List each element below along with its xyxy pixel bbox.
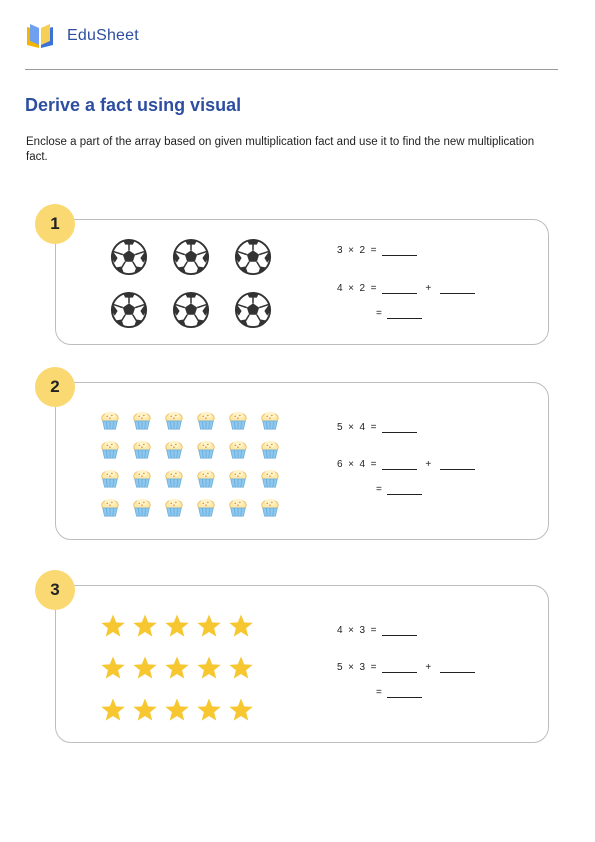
answer-blank[interactable] xyxy=(440,459,475,470)
answer-blank[interactable] xyxy=(440,283,475,294)
cupcake-icon xyxy=(99,409,121,431)
star-icon xyxy=(132,697,158,723)
cupcake-icon xyxy=(99,467,121,489)
star-icon xyxy=(100,613,126,639)
cupcake-icon xyxy=(163,496,185,518)
cupcake-icon xyxy=(131,438,153,460)
cupcake-icon xyxy=(195,409,217,431)
star-icon xyxy=(164,697,190,723)
fact-line-1: 4 × 3 = xyxy=(337,625,417,636)
cupcake-icon xyxy=(259,409,281,431)
answer-blank[interactable] xyxy=(382,662,417,673)
star-icon xyxy=(132,655,158,681)
soccer-ball-icon xyxy=(110,238,148,276)
star-icon xyxy=(196,655,222,681)
instructions: Enclose a part of the array based on given multiplication fact and use it to find the new multiplication fact. xyxy=(26,136,535,163)
soccer-ball-icon xyxy=(110,291,148,329)
cupcake-icon xyxy=(163,409,185,431)
answer-blank[interactable] xyxy=(382,245,417,256)
cupcake-icon xyxy=(259,438,281,460)
problem-number-badge: 2 xyxy=(35,367,75,407)
soccer-ball-icon xyxy=(172,238,210,276)
star-icon xyxy=(100,655,126,681)
cupcake-icon xyxy=(195,438,217,460)
cupcake-icon xyxy=(227,409,249,431)
fact-line-3: = xyxy=(376,308,422,319)
cupcake-icon xyxy=(99,496,121,518)
problem-number-badge: 1 xyxy=(35,204,75,244)
cupcake-icon xyxy=(163,438,185,460)
fact-line-2: 4 × 2 = + xyxy=(337,283,475,294)
answer-blank[interactable] xyxy=(387,484,422,495)
cupcake-icon xyxy=(99,438,121,460)
soccer-ball-icon xyxy=(234,291,272,329)
open-book-icon xyxy=(25,21,55,51)
cupcake-icon xyxy=(195,467,217,489)
item-array xyxy=(99,409,281,518)
cupcake-icon xyxy=(131,467,153,489)
cupcake-icon xyxy=(227,467,249,489)
cupcake-icon xyxy=(259,467,281,489)
fact-line-3: = xyxy=(376,687,422,698)
answer-blank[interactable] xyxy=(382,283,417,294)
soccer-ball-icon xyxy=(172,291,210,329)
answer-blank[interactable] xyxy=(387,308,422,319)
page-title: Derive a fact using visual xyxy=(25,95,242,115)
cupcake-icon xyxy=(163,467,185,489)
star-icon xyxy=(196,613,222,639)
brand-name: EduSheet xyxy=(67,27,139,44)
problem-number-badge: 3 xyxy=(35,570,75,610)
fact-line-2: 5 × 3 = + xyxy=(337,662,475,673)
header-divider xyxy=(25,69,558,70)
star-icon xyxy=(164,613,190,639)
star-icon xyxy=(132,613,158,639)
fact-line-2: 6 × 4 = + xyxy=(337,459,475,470)
star-icon xyxy=(164,655,190,681)
star-icon xyxy=(196,697,222,723)
cupcake-icon xyxy=(227,496,249,518)
star-icon xyxy=(228,697,254,723)
answer-blank[interactable] xyxy=(382,422,417,433)
star-icon xyxy=(100,697,126,723)
answer-blank[interactable] xyxy=(387,687,422,698)
answer-blank[interactable] xyxy=(382,459,417,470)
star-icon xyxy=(228,613,254,639)
item-array xyxy=(110,238,272,329)
cupcake-icon xyxy=(131,496,153,518)
fact-line-1: 5 × 4 = xyxy=(337,422,417,433)
cupcake-icon xyxy=(227,438,249,460)
fact-line-3: = xyxy=(376,484,422,495)
item-array xyxy=(100,613,254,723)
answer-blank[interactable] xyxy=(382,625,417,636)
cupcake-icon xyxy=(131,409,153,431)
cupcake-icon xyxy=(259,496,281,518)
fact-line-1: 3 × 2 = xyxy=(337,245,417,256)
cupcake-icon xyxy=(195,496,217,518)
soccer-ball-icon xyxy=(234,238,272,276)
star-icon xyxy=(228,655,254,681)
answer-blank[interactable] xyxy=(440,662,475,673)
